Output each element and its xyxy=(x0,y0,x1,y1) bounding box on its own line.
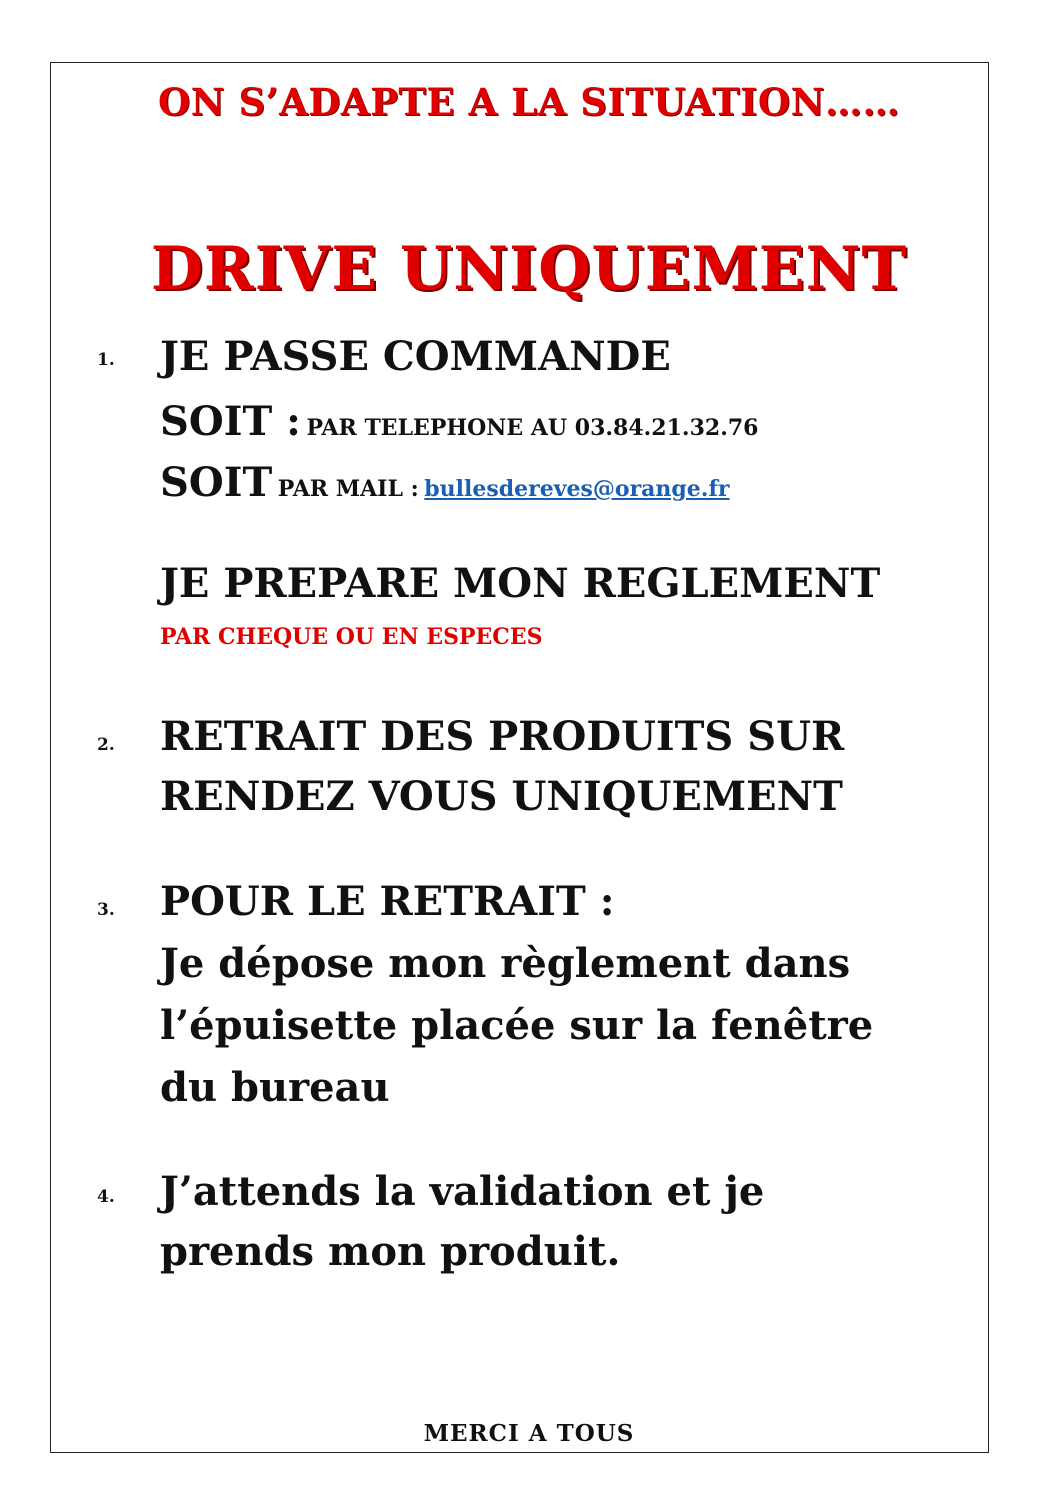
step-3-line-2: Je dépose mon règlement dans xyxy=(160,940,851,987)
step-1-phone-line xyxy=(160,398,758,445)
soit-label: SOIT xyxy=(160,459,273,506)
step-4-line-2: prends mon produit. xyxy=(160,1228,621,1275)
payment-detail: PAR CHEQUE OU EN ESPECES xyxy=(160,624,543,650)
footer-thanks: MERCI A TOUS xyxy=(423,1420,635,1447)
step-1-number: 1. xyxy=(97,350,115,370)
step-1-mail-line xyxy=(160,459,730,506)
email-link[interactable]: bullesdereves@orange.fr xyxy=(424,476,730,502)
drive-headline: DRIVE UNIQUEMENT xyxy=(150,234,908,304)
phone-text: PAR TELEPHONE AU 03.84.21.32.76 xyxy=(306,415,759,441)
step-3-line-1: POUR LE RETRAIT : xyxy=(160,878,615,925)
step-4-line-1: J’attends la validation et je xyxy=(160,1168,765,1215)
step-3-line-3: l’épuisette placée sur la fenêtre xyxy=(160,1002,874,1049)
step-4-number: 4. xyxy=(97,1187,115,1207)
top-tagline: ON S’ADAPTE A LA SITUATION…… xyxy=(158,80,900,124)
step-2-number: 2. xyxy=(97,735,115,755)
payment-title: JE PREPARE MON REGLEMENT xyxy=(160,560,881,607)
mail-text: PAR MAIL : xyxy=(277,476,419,502)
step-3-line-4: du bureau xyxy=(160,1064,390,1111)
step-3-number: 3. xyxy=(97,900,115,920)
step-2-line-2: RENDEZ VOUS UNIQUEMENT xyxy=(160,773,843,820)
step-1-title: JE PASSE COMMANDE xyxy=(160,333,671,380)
step-2-line-1: RETRAIT DES PRODUITS SUR xyxy=(160,713,845,760)
soit-label: SOIT : xyxy=(160,398,301,445)
